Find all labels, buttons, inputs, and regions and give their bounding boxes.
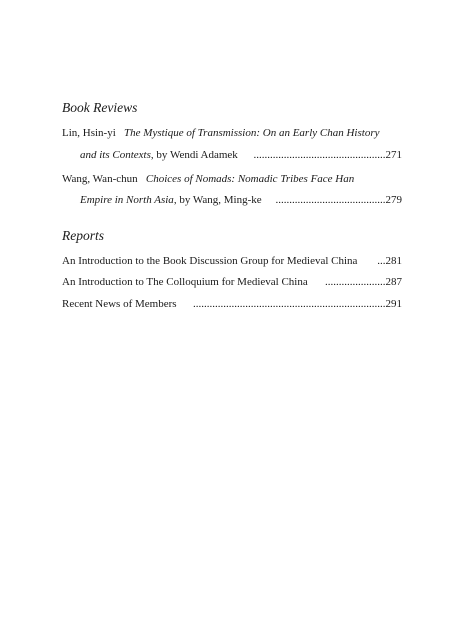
dot-leader: ......................................................................: [193, 298, 386, 310]
review-entry-1-line-2: [80, 148, 402, 162]
section-title-reports: Reports: [62, 228, 104, 243]
review-entry-2-line-2: [80, 193, 402, 207]
review-entry-1-line-1: [62, 126, 402, 140]
dot-leader: ......................: [325, 276, 386, 288]
review-book-title-cont: and its Contexts: [80, 149, 151, 161]
review-entry-2-line-1: [62, 172, 402, 186]
page-number: 271: [385, 149, 402, 161]
report-title: An Introduction to The Colloquium for Medieval China: [62, 276, 308, 288]
review-byline: , by Wang, Ming-ke: [173, 194, 262, 206]
report-title: Recent News of Members: [62, 298, 177, 310]
report-entry-3: [62, 297, 402, 311]
page-number: 287: [385, 276, 402, 288]
report-title: An Introduction to the Book Discussion Group for Medieval China: [62, 255, 358, 267]
page-number: 291: [385, 298, 402, 310]
section-title-book-reviews: Book Reviews: [62, 100, 138, 115]
page-number: 279: [385, 194, 402, 206]
report-entry-1: [62, 254, 402, 268]
review-book-title-cont: Empire in North Asia: [80, 194, 174, 206]
dot-leader: ........................................: [275, 194, 386, 206]
page-number: 281: [385, 255, 402, 267]
report-entry-2: [62, 275, 402, 289]
review-book-title: Choices of Nomads: Nomadic Tribes Face Han: [145, 173, 355, 185]
dot-leader: ...: [377, 255, 386, 267]
review-book-title: The Mystique of Transmission: On an Early Chan History: [124, 127, 380, 139]
review-byline: , by Wendi Adamek: [150, 149, 238, 161]
dot-leader: ................................................: [253, 149, 386, 161]
review-author: Wang, Wan-chun: [62, 173, 138, 185]
review-author: Lin, Hsin-yi: [62, 127, 116, 139]
